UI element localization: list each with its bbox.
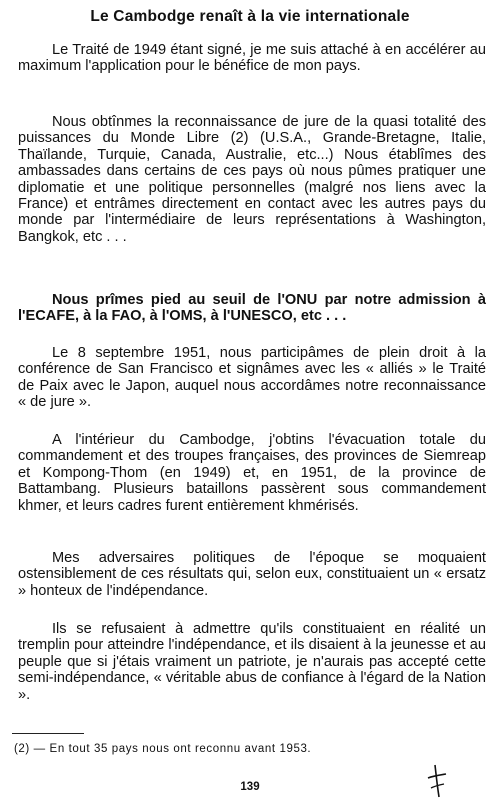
paragraph-treaty: Le Traité de 1949 étant signé, je me suis attaché à en accélérer au maximum l'application pour le bénéfice de mon pays. — [18, 42, 486, 75]
page-number: 139 — [240, 781, 260, 793]
paragraph-onu: Nous prîmes pied au seuil de l'ONU par notre admission à l'ECAFE, à la FAO, à l'OMS, à l'UNESCO, etc . . . — [18, 292, 486, 325]
paragraph-san-francisco: Le 8 septembre 1951, nous participâmes de plein droit à la conférence de San Francisco et signâmes avec les « alliés » le Traité de Paix avec le Japon, auquel nous accordâmes notre reconnaissance « de jure ». — [18, 345, 486, 411]
handwritten-mark-icon — [427, 764, 447, 798]
paragraph-adversaries: Mes adversaires politiques de l'époque se moquaient ostensiblement de ces résultats qui, selon eux, constituaient un « ersatz » honteux de l'indépendance. — [18, 550, 486, 599]
footnote: (2) — En tout 35 pays nous ont reconnu avant 1953. — [14, 743, 312, 755]
paragraph-interior: A l'intérieur du Cambodge, j'obtins l'évacuation totale du commandement et des troupes françaises, des provinces de Siemreap et Kompong-Thom (en 1949) et, en 1951, de la province de Battambang. Plusieurs bataillons passèrent sous commandement khmer, et leurs cadres furent entièrement khmérisés. — [18, 432, 486, 514]
paragraph-refusal: Ils se refusaient à admettre qu'ils constituaient en réalité un tremplin pour atteindre l'indépendance, et ils disaient à la jeunesse et au peuple que si j'étais vraiment un patriote, je n'aurais pas accepté cette semi-indépendance, « véritable abus de confiance à l'égard de la Nation ». — [18, 621, 486, 703]
paragraph-recognition: Nous obtînmes la reconnaissance de jure de la quasi totalité des puissances du Monde Libre (2) (U.S.A., Grande-Bretagne, Italie, Thaïlande, Turquie, Canada, Australie, etc...) Nous établîmes des ambassades dans certains de ces pays où nous pûmes pratiquer une diplomatie et une politique personnelles (malgré nos liens avec la France) et entrâmes directement en contact avec les autres pays du monde par l'intermédiaire de leurs représentations à Washington, Bangkok, etc . . . — [18, 114, 486, 245]
section-heading: Le Cambodge renaît à la vie internationale — [90, 8, 410, 25]
footnote-divider — [12, 733, 84, 734]
